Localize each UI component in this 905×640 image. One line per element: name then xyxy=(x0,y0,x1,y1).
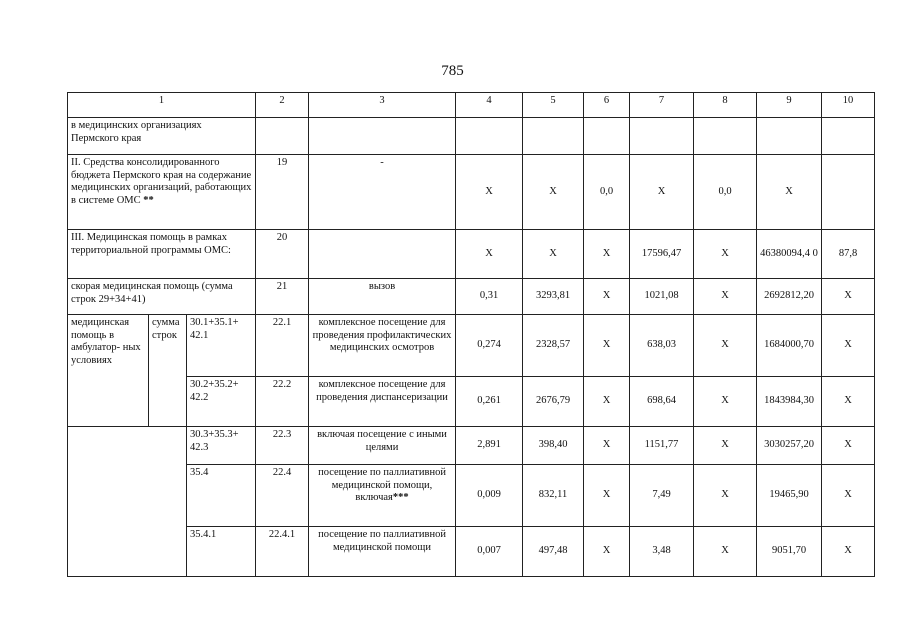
cell: X xyxy=(630,155,694,230)
table-row xyxy=(68,279,875,315)
cell xyxy=(523,118,584,155)
cell: 2692812,20 xyxy=(757,279,822,315)
row-number: 20 xyxy=(256,230,309,279)
group-label: медицинская помощь в амбулатор- ных условиях xyxy=(68,315,149,427)
header-row xyxy=(68,93,875,118)
cell: 1021,08 xyxy=(630,279,694,315)
header-cell: 10 xyxy=(822,93,875,118)
row-label: скорая медицинская помощь (сумма строк 29+34+41) xyxy=(68,279,256,315)
unit-cell xyxy=(309,465,456,527)
cell: 638,03 xyxy=(630,315,694,377)
cell: X xyxy=(584,377,630,427)
unit-cell: включая посещение с иными целями xyxy=(309,427,456,465)
header-cell: 1 xyxy=(68,93,256,118)
row-formula: 30.1+35.1+ 42.1 xyxy=(187,315,256,377)
row-number: 22.4.1 xyxy=(256,527,309,577)
cell: X xyxy=(584,427,630,465)
cell: X xyxy=(822,315,875,377)
cell: 46380094,4 0 xyxy=(757,230,822,279)
cell xyxy=(822,155,875,230)
header-cell: 8 xyxy=(694,93,757,118)
cell xyxy=(309,118,456,155)
cell: 19465,90 xyxy=(757,465,822,527)
row-formula: 35.4 xyxy=(187,465,256,527)
unit-cell: - xyxy=(309,155,456,230)
row-number: 19 xyxy=(256,155,309,230)
cell: 1151,77 xyxy=(630,427,694,465)
row-label xyxy=(68,155,256,230)
row-number: 22.2 xyxy=(256,377,309,427)
cell: X xyxy=(523,155,584,230)
header-cell: 2 xyxy=(256,93,309,118)
cell: 3030257,20 xyxy=(757,427,822,465)
footnote-mark: *** xyxy=(392,492,409,503)
header-cell: 9 xyxy=(757,93,822,118)
unit-text: посещение по паллиативной медицинской помощи, включая xyxy=(318,467,446,503)
row-formula: 30.2+35.2+ 42.2 xyxy=(187,377,256,427)
cell: X xyxy=(757,155,822,230)
cell: 17596,47 xyxy=(630,230,694,279)
group-sublabel: сумма строк xyxy=(149,315,187,427)
cell xyxy=(757,118,822,155)
header-cell: 5 xyxy=(523,93,584,118)
cell: X xyxy=(822,465,875,527)
table-row xyxy=(68,377,875,427)
cell: 2676,79 xyxy=(523,377,584,427)
cell: 398,40 xyxy=(523,427,584,465)
cell: 3293,81 xyxy=(523,279,584,315)
cell: 0,274 xyxy=(456,315,523,377)
row-number: 22.1 xyxy=(256,315,309,377)
cell: X xyxy=(694,279,757,315)
cell xyxy=(822,118,875,155)
unit-cell: вызов xyxy=(309,279,456,315)
cell: X xyxy=(694,427,757,465)
cell: X xyxy=(694,315,757,377)
cell: X xyxy=(694,230,757,279)
cell: X xyxy=(523,230,584,279)
cell: X xyxy=(822,427,875,465)
cell: X xyxy=(584,279,630,315)
row-label-text: II. Средства консолидированного бюджета Пермского края на содержание медицинских организаций, работающих в системе ОМС xyxy=(71,157,252,206)
cell: 0,0 xyxy=(694,155,757,230)
cell: X xyxy=(694,465,757,527)
cell xyxy=(630,118,694,155)
row-formula: 30.3+35.3+ 42.3 xyxy=(187,427,256,465)
table-row xyxy=(68,155,875,230)
cell: 832,11 xyxy=(523,465,584,527)
unit-cell: посещение по паллиативной медицинской помощи xyxy=(309,527,456,577)
row-number: 22.3 xyxy=(256,427,309,465)
cell: 9051,70 xyxy=(757,527,822,577)
cell xyxy=(694,118,757,155)
cell: 2328,57 xyxy=(523,315,584,377)
cell: X xyxy=(694,377,757,427)
group-continuation xyxy=(68,527,187,577)
cell: X xyxy=(584,315,630,377)
row-label: III. Медицинская помощь в рамках территориальной программы ОМС: xyxy=(68,230,256,279)
cell: 497,48 xyxy=(523,527,584,577)
unit-cell xyxy=(309,230,456,279)
cell: X xyxy=(456,230,523,279)
cell: 698,64 xyxy=(630,377,694,427)
row-number: 21 xyxy=(256,279,309,315)
cell: 7,49 xyxy=(630,465,694,527)
cell: X xyxy=(822,279,875,315)
cell: X xyxy=(694,527,757,577)
table-row xyxy=(68,527,875,577)
cell: 1843984,30 xyxy=(757,377,822,427)
cell xyxy=(256,118,309,155)
cell: 2,891 xyxy=(456,427,523,465)
table-row xyxy=(68,230,875,279)
row-number: 22.4 xyxy=(256,465,309,527)
group-continuation xyxy=(68,465,187,527)
table-row xyxy=(68,315,875,377)
table-row xyxy=(68,465,875,527)
table-row xyxy=(68,118,875,155)
cell: X xyxy=(584,230,630,279)
cell xyxy=(584,118,630,155)
header-cell: 4 xyxy=(456,93,523,118)
cell: 0,007 xyxy=(456,527,523,577)
cell: X xyxy=(584,527,630,577)
header-cell: 3 xyxy=(309,93,456,118)
group-continuation xyxy=(68,427,187,465)
cell: X xyxy=(584,465,630,527)
table-row xyxy=(68,427,875,465)
unit-cell: комплексное посещение для проведения профилактических медицинских осмотров xyxy=(309,315,456,377)
cell: 0,31 xyxy=(456,279,523,315)
row-label: в медицинских организациях Пермского края xyxy=(68,118,256,155)
cell: 0,0 xyxy=(584,155,630,230)
unit-cell: комплексное посещение для проведения диспансеризации xyxy=(309,377,456,427)
row-formula: 35.4.1 xyxy=(187,527,256,577)
cell: X xyxy=(822,377,875,427)
header-cell: 7 xyxy=(630,93,694,118)
page-number: 785 xyxy=(441,63,464,79)
cell xyxy=(456,118,523,155)
cell: 1684000,70 xyxy=(757,315,822,377)
cell: 3,48 xyxy=(630,527,694,577)
footnote-mark: ** xyxy=(143,194,154,206)
cell: X xyxy=(456,155,523,230)
data-table xyxy=(67,92,875,577)
cell: 87,8 xyxy=(822,230,875,279)
cell: X xyxy=(822,527,875,577)
header-cell: 6 xyxy=(584,93,630,118)
cell: 0,009 xyxy=(456,465,523,527)
cell: 0,261 xyxy=(456,377,523,427)
